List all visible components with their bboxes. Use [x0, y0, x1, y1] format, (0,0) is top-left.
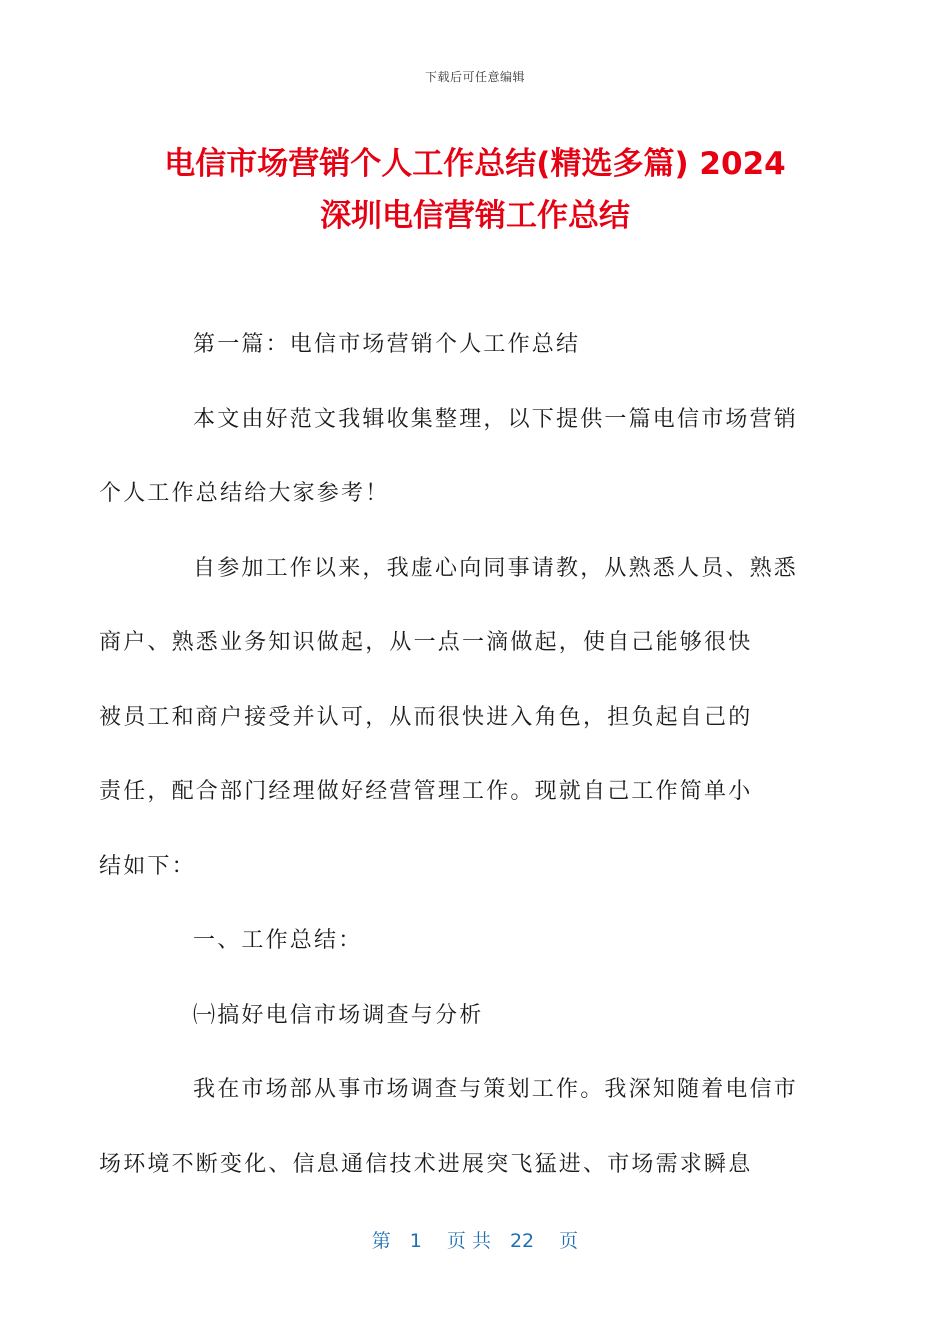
document-title: [100, 138, 850, 242]
title-line-1: 电信市场营销个人工作总结(精选多篇) 2024: [164, 146, 786, 182]
paragraph-line: 本文由好范文我辑收集整理，以下提供一篇电信市场营销: [193, 406, 799, 432]
paragraph-line: 责任，配合部门经理做好经营管理工作。现就自己工作简单小: [99, 779, 753, 804]
paragraph-line: 结如下：: [99, 853, 196, 879]
header-note: 下载后可任意编辑: [424, 70, 525, 84]
paragraph-line: 一、工作总结：: [193, 928, 363, 953]
paragraph-line: 被员工和商户接受并认可，从而很快进入角色，担负起自己的: [99, 704, 753, 730]
paragraph: [146, 308, 796, 383]
paragraph: [146, 904, 796, 979]
title-line-2: 深圳电信营销工作总结: [320, 198, 630, 234]
paragraph: [99, 383, 799, 532]
paragraph-line: 自参加工作以来，我虚心向同事请教，从熟悉人员、熟悉: [193, 555, 799, 581]
paragraph: [99, 1053, 799, 1202]
page-number-footer: 第 1 页 共 22 页: [371, 1230, 579, 1252]
paragraph-line: 场环境不断变化、信息通信技术进展突飞猛进、市场需求瞬息: [99, 1151, 753, 1177]
document-body: [99, 308, 799, 1202]
paragraph: [99, 532, 799, 905]
paragraph-line: 第一篇：电信市场营销个人工作总结: [193, 332, 581, 357]
paragraph-line: ㈠搞好电信市场调查与分析: [193, 1002, 484, 1028]
paragraph-line: 我在市场部从事市场调查与策划工作。我深知随着电信市: [193, 1077, 799, 1102]
paragraph: [146, 979, 796, 1054]
paragraph-line: 商户、熟悉业务知识做起，从一点一滴做起，使自己能够很快: [99, 630, 753, 655]
paragraph-line: 个人工作总结给大家参考！: [99, 481, 390, 506]
